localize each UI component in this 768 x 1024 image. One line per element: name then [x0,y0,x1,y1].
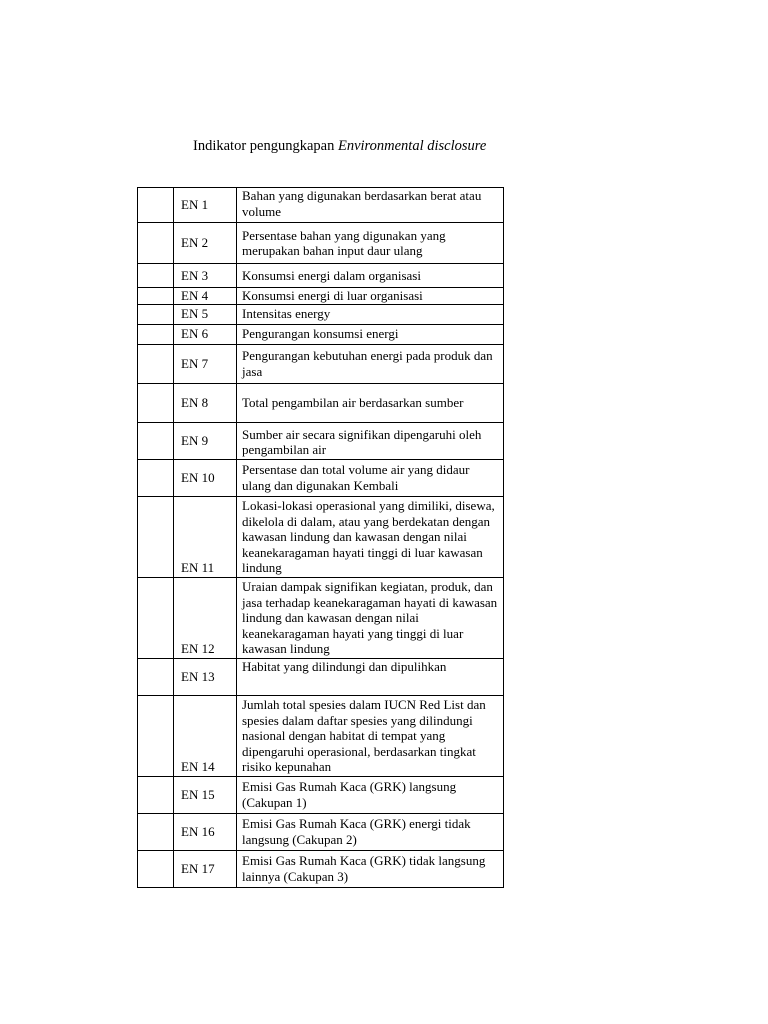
indicator-description: Persentase dan total volume air yang didaur ulang dan digunakan Kembali [237,459,504,496]
indicator-code: EN 1 [174,188,237,223]
table-row [138,658,504,695]
indicator-code: EN 9 [174,422,237,459]
blank-cell [138,422,174,459]
blank-cell [138,223,174,264]
indicator-description: Emisi Gas Rumah Kaca (GRK) tidak langsung lainnya (Cakupan 3) [237,850,504,887]
table-row [138,324,504,344]
indicator-code: EN 17 [174,850,237,887]
indicator-description: Pengurangan kebutuhan energi pada produk dan jasa [237,344,504,383]
indicator-code: EN 14 [174,695,237,776]
blank-cell [138,188,174,223]
indicator-code: EN 10 [174,459,237,496]
table-row [138,288,504,305]
table-row [138,776,504,813]
indicator-description: Uraian dampak signifikan kegiatan, produk, dan jasa terhadap keanekaragaman hayati di kawasan lindung dan kawasan dengan nilai keanekaragaman hayati yang tinggi di luar kawasan lindung [237,577,504,658]
blank-cell [138,459,174,496]
blank-cell [138,496,174,577]
indicator-description: Konsumsi energi di luar organisasi [237,288,504,305]
indicator-code: EN 12 [174,577,237,658]
indicator-description: Bahan yang digunakan berdasarkan berat atau volume [237,188,504,223]
table-row [138,188,504,223]
blank-cell [138,658,174,695]
blank-cell [138,264,174,288]
blank-cell [138,383,174,422]
indicator-code: EN 11 [174,496,237,577]
indicator-description: Habitat yang dilindungi dan dipulihkan [237,658,504,695]
indicator-description: Emisi Gas Rumah Kaca (GRK) energi tidak langsung (Cakupan 2) [237,813,504,850]
heading-prefix: Indikator pengungkapan [193,138,338,154]
blank-cell [138,344,174,383]
indicator-code: EN 4 [174,288,237,305]
table-row [138,813,504,850]
indicator-code: EN 13 [174,658,237,695]
blank-cell [138,577,174,658]
document-heading [193,137,486,155]
blank-cell [138,850,174,887]
indicator-description: Lokasi-lokasi operasional yang dimiliki, disewa, dikelola di dalam, atau yang berdekatan dengan kawasan lindung dan kawasan dengan nilai keanekaragaman hayati tinggi di luar kawasan lindung [237,496,504,577]
indicator-code: EN 3 [174,264,237,288]
indicator-code: EN 15 [174,776,237,813]
blank-cell [138,695,174,776]
indicator-description: Konsumsi energi dalam organisasi [237,264,504,288]
blank-cell [138,304,174,324]
indicator-code: EN 2 [174,223,237,264]
table-row [138,304,504,324]
blank-cell [138,813,174,850]
blank-cell [138,324,174,344]
indicator-description: Jumlah total spesies dalam IUCN Red List dan spesies dalam daftar spesies yang dilindungi nasional dengan habitat di tempat yang dipengaruhi operasional, berdasarkan tingkat risiko kepunahan [237,695,504,776]
indicator-code: EN 16 [174,813,237,850]
indicator-code: EN 8 [174,383,237,422]
table-row [138,459,504,496]
indicator-code: EN 6 [174,324,237,344]
table-row [138,223,504,264]
table-row [138,695,504,776]
table-row [138,496,504,577]
indicator-description: Pengurangan konsumsi energi [237,324,504,344]
table-row [138,850,504,887]
table-row [138,422,504,459]
indicator-description: Total pengambilan air berdasarkan sumber [237,383,504,422]
indicator-description: Emisi Gas Rumah Kaca (GRK) langsung (Cakupan 1) [237,776,504,813]
indicator-code: EN 7 [174,344,237,383]
indicator-description: Intensitas energy [237,304,504,324]
table-row [138,344,504,383]
table-row [138,264,504,288]
indicator-table [137,187,504,888]
indicator-code: EN 5 [174,304,237,324]
heading-italic: Environmental disclosure [337,138,487,154]
table-row [138,577,504,658]
table-row [138,383,504,422]
indicator-description: Sumber air secara signifikan dipengaruhi oleh pengambilan air [237,422,504,459]
blank-cell [138,288,174,305]
indicator-description: Persentase bahan yang digunakan yang merupakan bahan input daur ulang [237,223,504,264]
blank-cell [138,776,174,813]
